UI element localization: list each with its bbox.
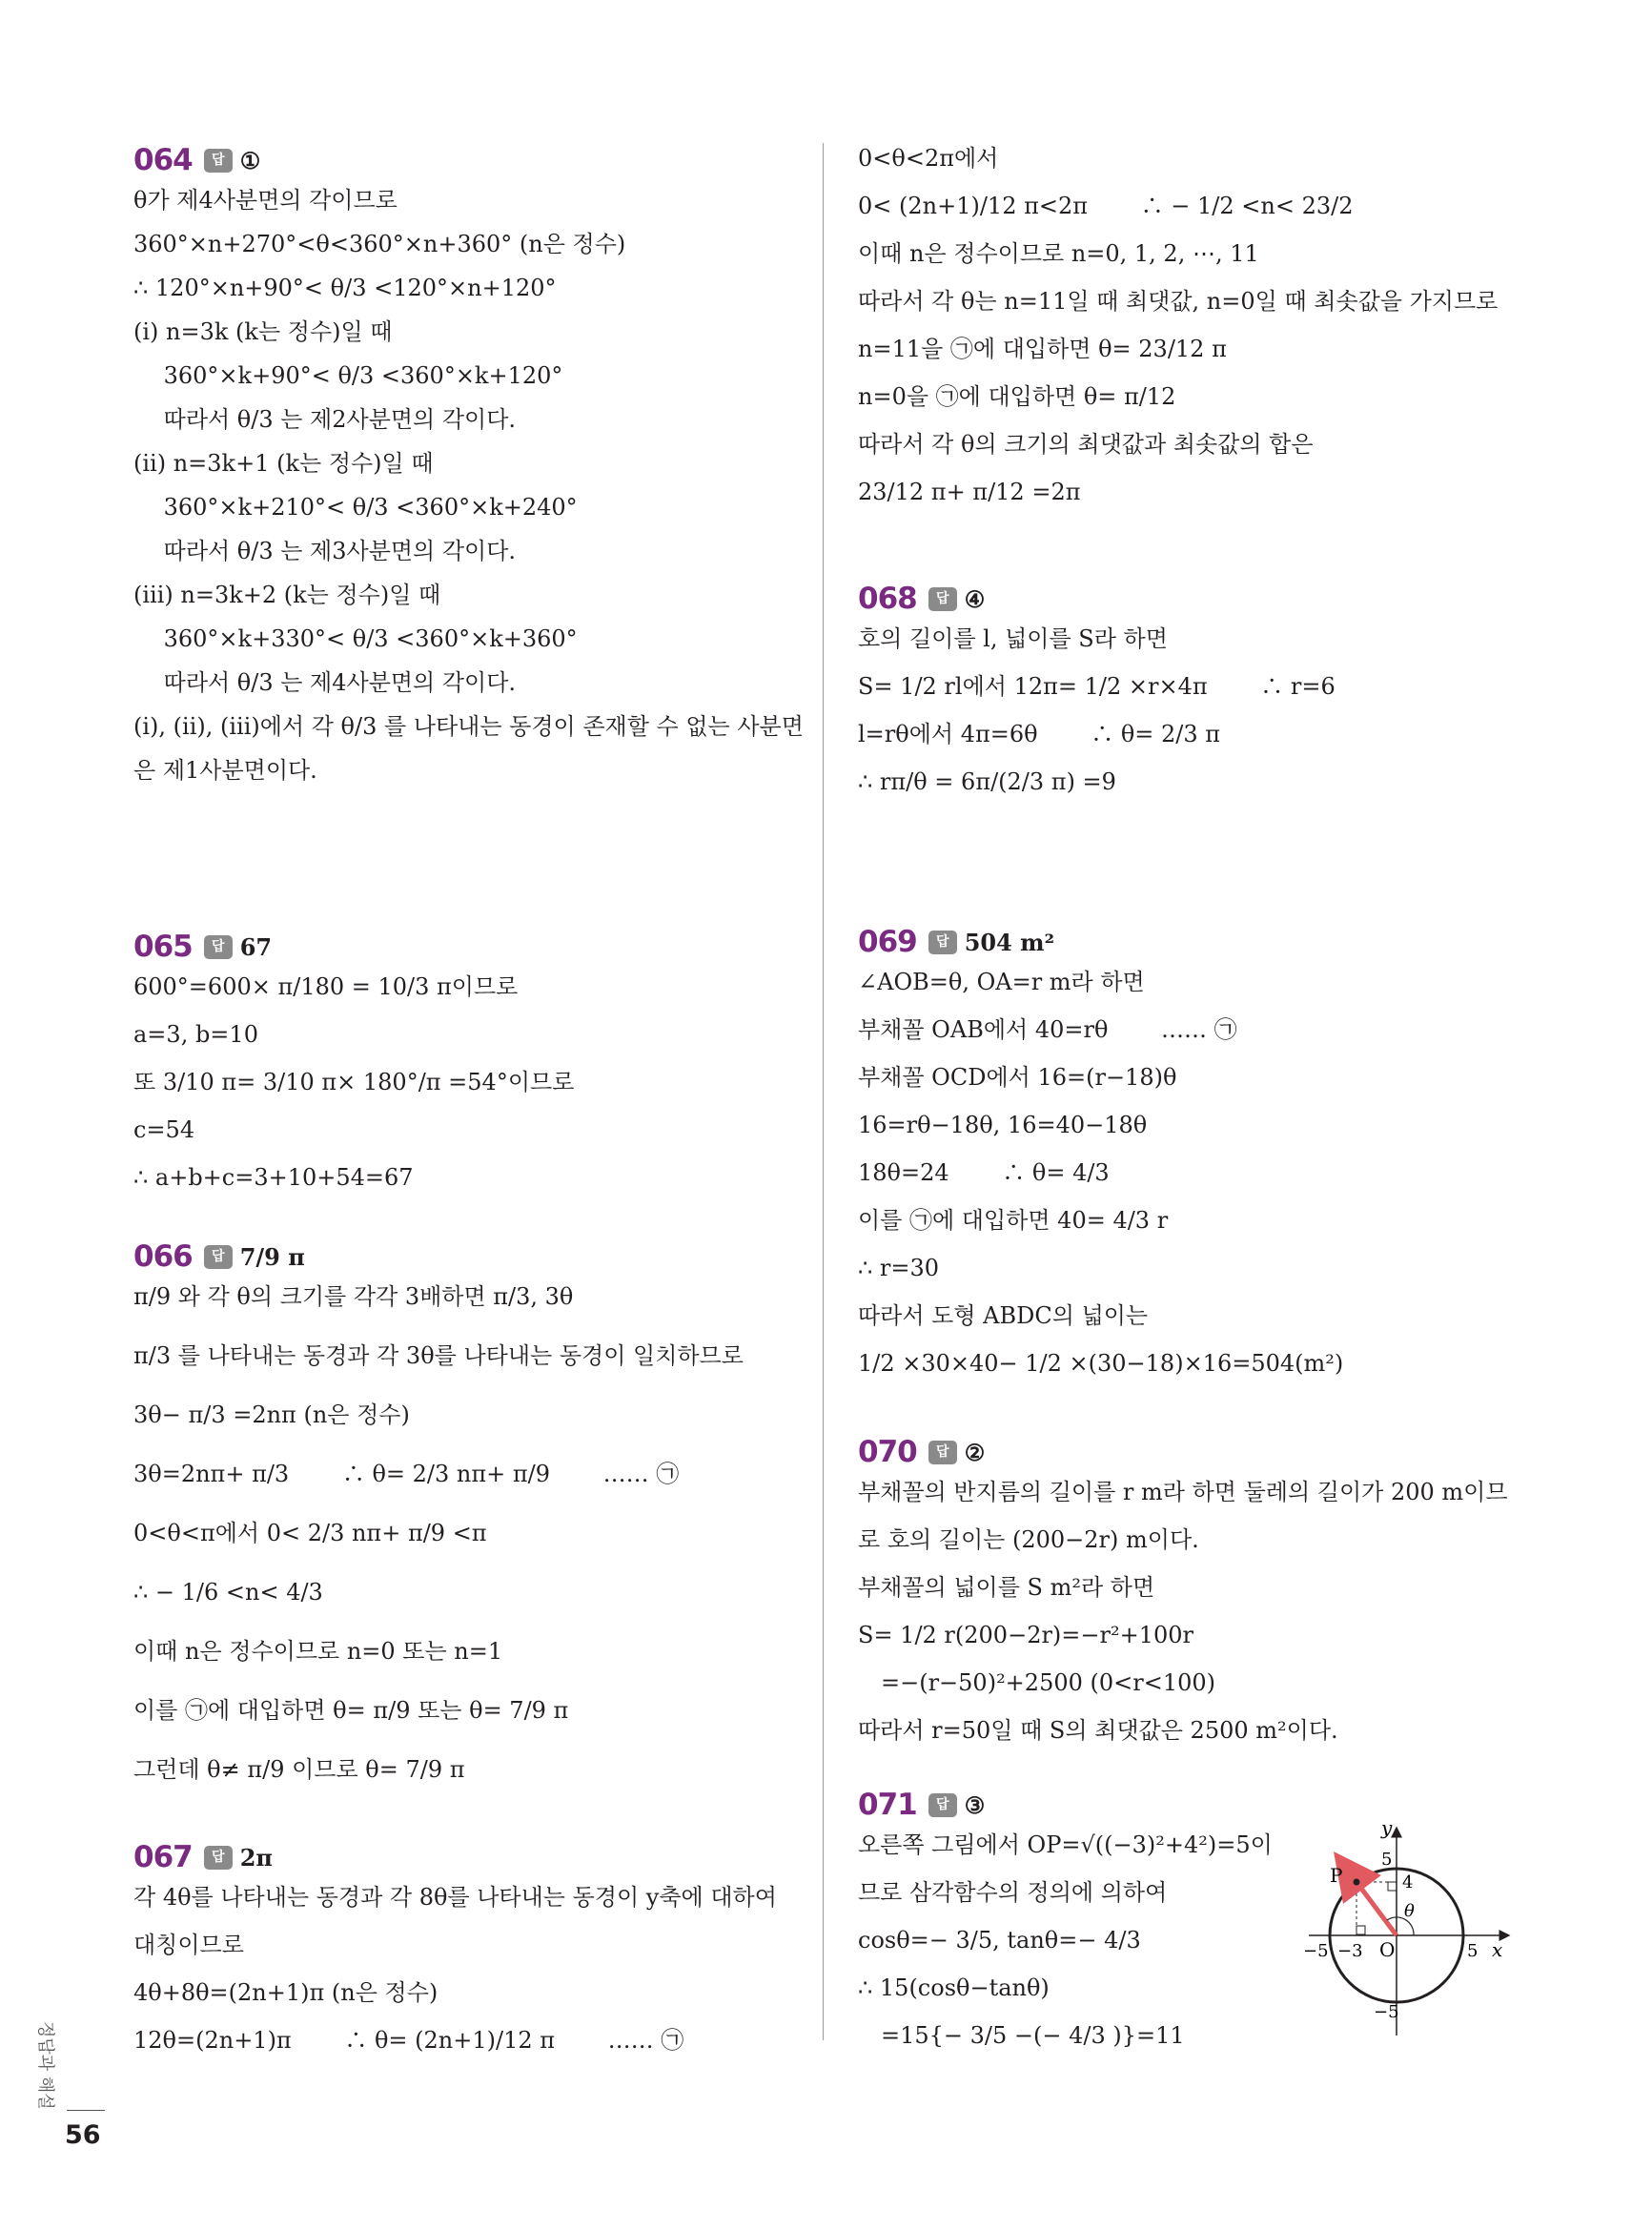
answer-badge: 답 [928, 931, 957, 954]
solution-line: ∠AOB=θ, OA=r m라 하면 [858, 969, 1145, 995]
solution-line: 360°×k+90°< θ/3 <360°×k+120° [133, 362, 563, 389]
solution-line: 로 호의 길이는 (200−2r) m이다. [858, 1526, 1199, 1553]
solution-line: 따라서 θ/3 는 제3사분면의 각이다. [133, 538, 517, 564]
answer-badge: 답 [928, 587, 957, 611]
op-arrow [1345, 1867, 1397, 1935]
answer-value: 7/9 π [239, 1242, 305, 1271]
solution-line: =15{− 3/5 −(− 4/3 )}=11 [858, 2022, 1185, 2049]
label-y: y [1381, 1821, 1393, 1839]
solution-line: 대칭이므로 [133, 1932, 244, 1958]
problem-header [858, 1435, 985, 1473]
solution-line: a=3, b=10 [133, 1021, 258, 1048]
solution-line: 360°×n+270°<θ<360°×n+360° (n은 정수) [133, 231, 626, 257]
solution-line: ∴ 15(cosθ−tanθ) [858, 1974, 1050, 2001]
solution-line: =−(r−50)²+2500 (0<r<100) [858, 1669, 1215, 1696]
solution-line: 부채꼴의 넓이를 S m²라 하면 [858, 1574, 1155, 1601]
solution-line: 따라서 각 θ는 n=11일 때 최댓값, n=0일 때 최솟값을 가지므로 [858, 288, 1499, 315]
problem-number: 069 [858, 925, 917, 959]
solution-line: 360°×k+330°< θ/3 <360°×k+360° [133, 625, 578, 652]
problem-number: 064 [133, 143, 193, 177]
solution-line: S= 1/2 rl에서 12π= 1/2 ×r×4π ∴ r=6 [858, 673, 1336, 700]
answer-value: 2π [239, 1843, 273, 1872]
solution-line: 따라서 θ/3 는 제2사분면의 각이다. [133, 406, 517, 433]
unit-circle-svg [1292, 1821, 1511, 2040]
problem-number: 065 [133, 930, 193, 964]
solution-line: 므로 삼각함수의 정의에 의하여 [858, 1879, 1168, 1906]
solution-line: 3θ=2nπ+ π/3 ∴ θ= 2/3 nπ+ π/9 …… ㉠ [133, 1461, 680, 1487]
solution-line: ∴ r=30 [858, 1255, 940, 1281]
solution-line: 이를 ㉠에 대입하면 40= 4/3 r [858, 1207, 1169, 1234]
problem-header [133, 930, 272, 968]
solution-line: 오른쪽 그림에서 OP=√((−3)²+4²)=5이 [858, 1831, 1273, 1858]
label-p: P [1330, 1864, 1343, 1887]
solution-line: 부채꼴 OAB에서 40=rθ …… ㉠ [858, 1016, 1237, 1043]
solution-line: θ가 제4사분면의 각이므로 [133, 187, 398, 214]
answer-badge: 답 [204, 935, 233, 959]
column-divider [823, 143, 824, 2040]
solution-line: ∴ rπ/θ = 6π/(2/3 π) =9 [858, 768, 1116, 795]
solution-line: n=0을 ㉠에 대입하면 θ= π/12 [858, 383, 1176, 410]
solution-line: 호의 길이를 l, 넓이를 S라 하면 [858, 625, 1168, 652]
solution-line: 0< (2n+1)/12 π<2π ∴ − 1/2 <n< 23/2 [858, 193, 1354, 219]
solution-line: ∴ − 1/6 <n< 4/3 [133, 1579, 323, 1606]
solution-line: 그런데 θ≠ π/9 이므로 θ= 7/9 π [133, 1756, 465, 1783]
solution-line: 360°×k+210°< θ/3 <360°×k+240° [133, 494, 578, 521]
solution-line: cosθ=− 3/5, tanθ=− 4/3 [858, 1927, 1141, 1954]
solution-line: ∴ 120°×n+90°< θ/3 <120°×n+120° [133, 275, 557, 301]
problem-header [133, 1239, 305, 1278]
solution-line: 이때 n은 정수이므로 n=0, 1, 2, ⋯, 11 [858, 240, 1259, 267]
label-x-left: −5 [1303, 1941, 1329, 1961]
label-px: −3 [1337, 1941, 1363, 1961]
solution-line: 600°=600× π/180 = 10/3 π이므로 [133, 973, 519, 1000]
problem-number: 070 [858, 1435, 917, 1469]
solution-line: 0<θ<π에서 0< 2/3 nπ+ π/9 <π [133, 1520, 487, 1546]
problem-number: 067 [133, 1840, 193, 1874]
problem-header [858, 582, 985, 620]
answer-value: ④ [964, 584, 986, 613]
solution-line: (ⅲ) n=3k+2 (k는 정수)일 때 [133, 582, 441, 608]
solution-line: 따라서 θ/3 는 제4사분면의 각이다. [133, 669, 517, 696]
solution-line: (ⅰ), (ⅱ), (ⅲ)에서 각 θ/3 를 나타내는 동경이 존재할 수 없는 사분면 [133, 713, 804, 740]
label-y-bottom: −5 [1374, 2002, 1399, 2022]
problem-number: 066 [133, 1239, 193, 1274]
answer-value: ② [964, 1438, 986, 1466]
problem-header [133, 1840, 273, 1878]
sidebar-rule [67, 2110, 105, 2111]
label-x-right: 5 [1467, 1941, 1479, 1961]
solution-line: S= 1/2 r(200−2r)=−r²+100r [858, 1622, 1193, 1648]
solution-line: 16=rθ−18θ, 16=40−18θ [858, 1112, 1148, 1138]
solution-line: 또 3/10 π= 3/10 π× 180°/π =54°이므로 [133, 1069, 575, 1095]
label-x: x [1492, 1938, 1503, 1961]
answer-badge: 답 [204, 149, 233, 173]
solution-line: 1/2 ×30×40− 1/2 ×(30−18)×16=504(m²) [858, 1350, 1344, 1377]
solution-line: n=11을 ㉠에 대입하면 θ= 23/12 π [858, 336, 1227, 362]
label-py: 4 [1402, 1872, 1414, 1892]
solution-line: 이를 ㉠에 대입하면 θ= π/9 또는 θ= 7/9 π [133, 1697, 569, 1724]
label-y-top: 5 [1381, 1850, 1393, 1870]
solution-line: 따라서 각 θ의 크기의 최댓값과 최솟값의 합은 [858, 431, 1314, 458]
solution-line: π/3 를 나타내는 동경과 각 3θ를 나타내는 동경이 일치하므로 [133, 1342, 744, 1369]
solution-line: 부채꼴의 반지름의 길이를 r m라 하면 둘레의 길이가 200 m이므 [858, 1479, 1508, 1505]
solution-line: 18θ=24 ∴ θ= 4/3 [858, 1159, 1110, 1186]
solution-line: 부채꼴 OCD에서 16=(r−18)θ [858, 1064, 1177, 1091]
problem-header [133, 143, 260, 181]
solution-line: 따라서 r=50일 때 S의 최댓값은 2500 m²이다. [858, 1717, 1338, 1744]
label-theta: θ [1404, 1901, 1415, 1921]
page-number: 56 [65, 2120, 101, 2150]
answer-value: 67 [239, 932, 273, 961]
answer-value: 504 m² [964, 928, 1055, 956]
solution-line: 12θ=(2n+1)π ∴ θ= (2n+1)/12 π …… ㉠ [133, 2027, 684, 2054]
solution-line: 이때 n은 정수이므로 n=0 또는 n=1 [133, 1638, 503, 1665]
answer-value: ③ [964, 1790, 986, 1819]
sidebar-label: 정답과 해설 [35, 2021, 55, 2110]
right-angle-mark [1356, 1926, 1365, 1934]
problem-header [858, 1788, 985, 1826]
answer-value: ① [239, 146, 261, 174]
answer-badge: 답 [928, 1441, 957, 1464]
answer-badge: 답 [928, 1793, 957, 1817]
unit-circle-figure [1292, 1821, 1511, 2044]
solution-line: π/9 와 각 θ의 크기를 각각 3배하면 π/3, 3θ [133, 1283, 574, 1310]
solution-line: 23/12 π+ π/12 =2π [858, 479, 1081, 505]
solution-line: 3θ− π/3 =2nπ (n은 정수) [133, 1401, 410, 1428]
problem-header [858, 925, 1054, 963]
solution-line: 0<θ<2π에서 [858, 145, 999, 172]
label-o: O [1379, 1938, 1396, 1961]
answer-badge: 답 [204, 1245, 233, 1269]
problem-number: 068 [858, 582, 917, 616]
solution-line: c=54 [133, 1116, 195, 1143]
solution-line: 따라서 도형 ABDC의 넓이는 [858, 1302, 1149, 1329]
solution-line: (ⅱ) n=3k+1 (k는 정수)일 때 [133, 450, 434, 477]
solution-line: 각 4θ를 나타내는 동경과 각 8θ를 나타내는 동경이 y축에 대하여 [133, 1884, 777, 1911]
solution-line: l=rθ에서 4π=6θ ∴ θ= 2/3 π [858, 721, 1221, 747]
solution-line: 은 제1사분면이다. [133, 757, 317, 784]
point-p [1354, 1879, 1360, 1886]
solution-line: ∴ a+b+c=3+10+54=67 [133, 1164, 414, 1191]
problem-number: 071 [858, 1788, 917, 1822]
solution-line: 4θ+8θ=(2n+1)π (n은 정수) [133, 1979, 438, 2006]
answer-badge: 답 [204, 1846, 233, 1870]
right-angle-mark-y [1388, 1882, 1397, 1891]
solution-line: (ⅰ) n=3k (k는 정수)일 때 [133, 318, 393, 345]
